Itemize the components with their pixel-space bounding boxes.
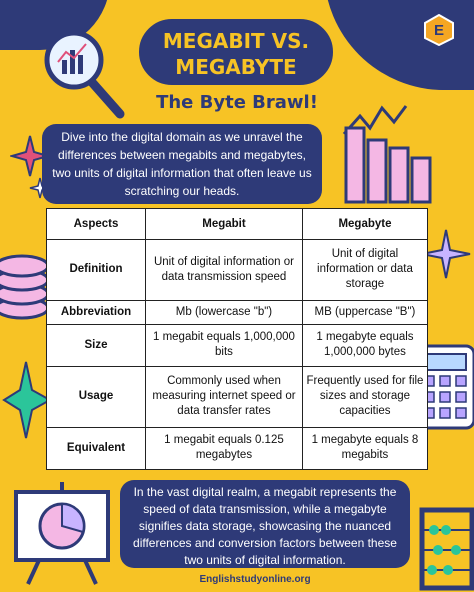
bar-chart-icon <box>340 104 450 204</box>
aspect-cell: Usage <box>47 367 146 428</box>
summary-text: In the vast digital realm, a megabit represents the speed of data transmission, while a megabyte signifies data storage, showcasing the nuanced differences and conversion factors between these two units of digital information. <box>120 480 410 568</box>
table-row <box>47 427 428 469</box>
coins-icon <box>0 254 52 324</box>
column-header: Megabit <box>146 209 303 240</box>
table-row <box>47 240 428 301</box>
megabit-cell: 1 megabit equals 1,000,000 bits <box>146 324 303 366</box>
megabit-cell: 1 megabit equals 0.125 megabytes <box>146 427 303 469</box>
intro-text: Dive into the digital domain as we unravel the differences between megabits and megabytes, two units of digital information that often leave us scratching our heads. <box>42 124 322 204</box>
aspect-cell: Equivalent <box>47 427 146 469</box>
table-header-row <box>47 209 428 240</box>
title-line: MEGABYTE <box>175 55 297 79</box>
aspect-cell: Definition <box>47 240 146 301</box>
comparison-table <box>46 208 428 470</box>
megabit-cell: Unit of digital information or data transmission speed <box>146 240 303 301</box>
aspect-cell: Size <box>47 324 146 366</box>
title-line: MEGABIT VS. <box>162 29 310 53</box>
abacus-icon <box>418 506 474 592</box>
megabyte-cell: 1 megabyte equals 8 megabits <box>302 427 427 469</box>
pie-chart-easel-icon <box>10 478 114 586</box>
column-header: Megabyte <box>302 209 427 240</box>
sparkle-icon <box>2 360 52 440</box>
page-title <box>136 16 336 88</box>
table-row <box>47 324 428 366</box>
megabyte-cell: 1 megabyte equals 1,000,000 bytes <box>302 324 427 366</box>
column-header: Aspects <box>47 209 146 240</box>
footer-website[interactable]: Englishstudyonline.org <box>199 574 311 585</box>
table-row <box>47 367 428 428</box>
logo-letter: E <box>433 22 445 39</box>
table-row <box>47 300 428 324</box>
aspect-cell: Abbreviation <box>47 300 146 324</box>
megabit-cell: Commonly used when measuring internet speed or data transfer rates <box>146 367 303 428</box>
megabit-cell: Mb (lowercase "b") <box>146 300 303 324</box>
subtitle: The Byte Brawl! <box>156 92 318 113</box>
megabyte-cell: Frequently used for file sizes and storage capacities <box>302 367 427 428</box>
megabyte-cell: MB (uppercase "B") <box>302 300 427 324</box>
logo-icon <box>424 14 454 46</box>
megabyte-cell: Unit of digital information or data storage <box>302 240 427 301</box>
